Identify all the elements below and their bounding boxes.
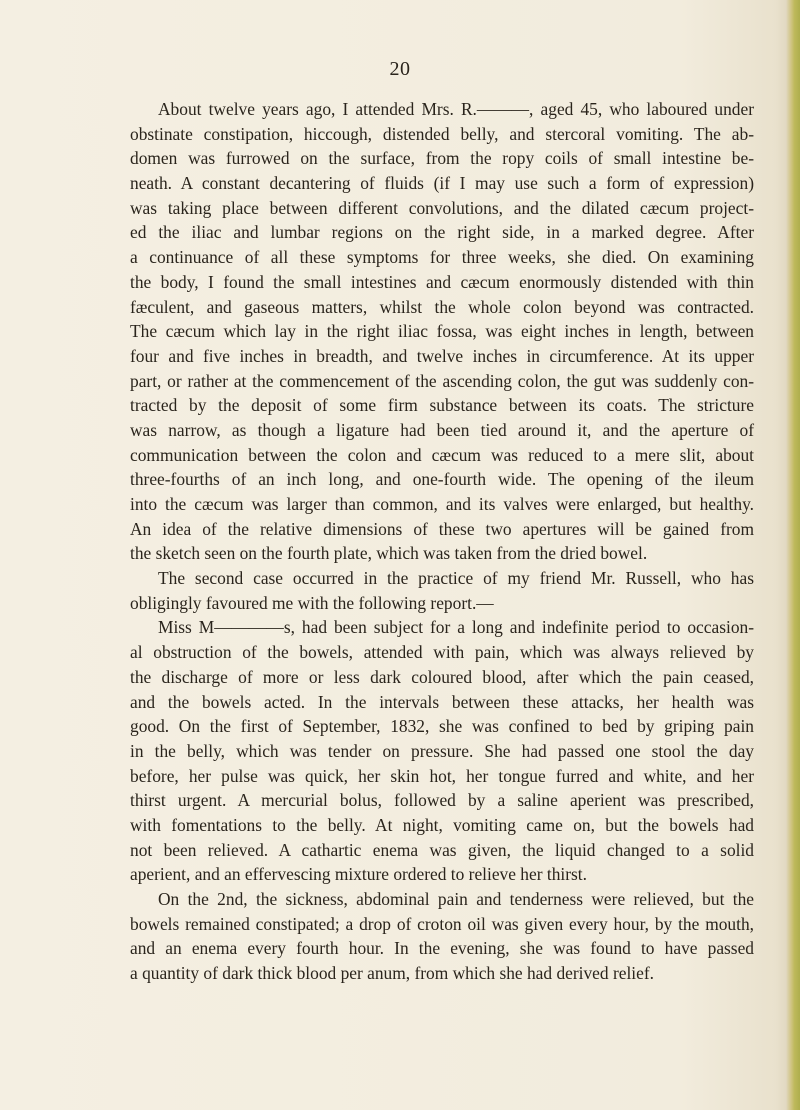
text-line: fæculent, and gaseous matters, whilst the whole colon beyond was contracted. <box>130 296 754 317</box>
page-number: 20 <box>389 58 411 80</box>
text-line: tracted by the deposit of some firm substance between its coats. The stricture <box>130 395 754 416</box>
text-line: neath. A constant decantering of fluids (if I may use such a form of expression) <box>130 173 754 194</box>
text-line: al obstruction of the bowels, attended with pain, which was always relieved by <box>130 642 754 663</box>
text-line: not been relieved. A cathartic enema was given, the liquid changed to a solid <box>130 839 754 860</box>
text-line: The second case occurred in the practice of my friend Mr. Russell, who has <box>158 568 754 589</box>
text-line: aperient, and an effervescing mixture ordered to relieve her thirst. <box>130 864 587 885</box>
text-line: bowels remained constipated; a drop of croton oil was given every hour, by the mouth, <box>130 913 754 934</box>
text-line: four and five inches in breadth, and twelve inches in circumference. At its upper <box>130 345 754 366</box>
text-line: a continuance of all these symptoms for three weeks, she died. On examining <box>130 247 754 268</box>
text-line: was narrow, as though a ligature had been tied around it, and the aperture of <box>130 419 754 440</box>
text-line: part, or rather at the commencement of the ascending colon, the gut was suddenly con- <box>130 370 754 391</box>
text-line: the discharge of more or less dark coloured blood, after which the pain ceased, <box>130 666 754 687</box>
text-line: the sketch seen on the fourth plate, which was taken from the dried bowel. <box>130 543 648 564</box>
text-line: obligingly favoured me with the following report.— <box>130 592 494 613</box>
text-line: and an enema every fourth hour. In the evening, she was found to have passed <box>130 938 754 959</box>
text-line: An idea of the relative dimensions of these two apertures will be gained from <box>130 518 754 539</box>
text-line: thirst urgent. A mercurial bolus, followed by a saline aperient was prescribed, <box>130 790 754 811</box>
body-text <box>130 97 754 986</box>
text-line: On the 2nd, the sickness, abdominal pain and tenderness were relieved, but the <box>158 889 754 909</box>
text-line: The cæcum which lay in the right iliac fossa, was eight inches in length, between <box>130 321 754 342</box>
text-line: communication between the colon and cæcum was reduced to a mere slit, about <box>130 444 754 465</box>
text-line: domen was furrowed on the surface, from the ropy coils of small intestine be- <box>130 148 754 169</box>
text-line: and the bowels acted. In the intervals between these attacks, her health was <box>130 691 754 712</box>
text-line: was taking place between different convolutions, and the dilated cæcum project- <box>130 197 754 218</box>
text-line: Miss M————s, had been subject for a long and indefinite period to occasion- <box>158 617 754 638</box>
text-line: ed the iliac and lumbar regions on the right side, in a marked degree. After <box>130 222 754 243</box>
text-line: the body, I found the small intestines and cæcum enormously distended with thin <box>130 271 754 292</box>
text-line: About twelve years ago, I attended Mrs. R.———, aged 45, who laboured under <box>158 99 754 119</box>
page-edge <box>786 0 800 1110</box>
text-line: obstinate constipation, hiccough, distended belly, and stercoral vomiting. The ab- <box>130 123 754 144</box>
text-line: in the belly, which was tender on pressure. She had passed one stool the day <box>130 740 754 761</box>
text-line: a quantity of dark thick blood per anum, from which she had derived relief. <box>130 963 654 984</box>
text-line: before, her pulse was quick, her skin hot, her tongue furred and white, and her <box>130 765 754 786</box>
text-line: into the cæcum was larger than common, and its valves were enlarged, but healthy. <box>130 494 754 514</box>
text-line: three-fourths of an inch long, and one-fourth wide. The opening of the ileum <box>130 469 754 490</box>
text-line: with fomentations to the belly. At night, vomiting came on, but the bowels had <box>130 814 754 835</box>
text-line: good. On the first of September, 1832, she was confined to bed by griping pain <box>130 716 754 737</box>
